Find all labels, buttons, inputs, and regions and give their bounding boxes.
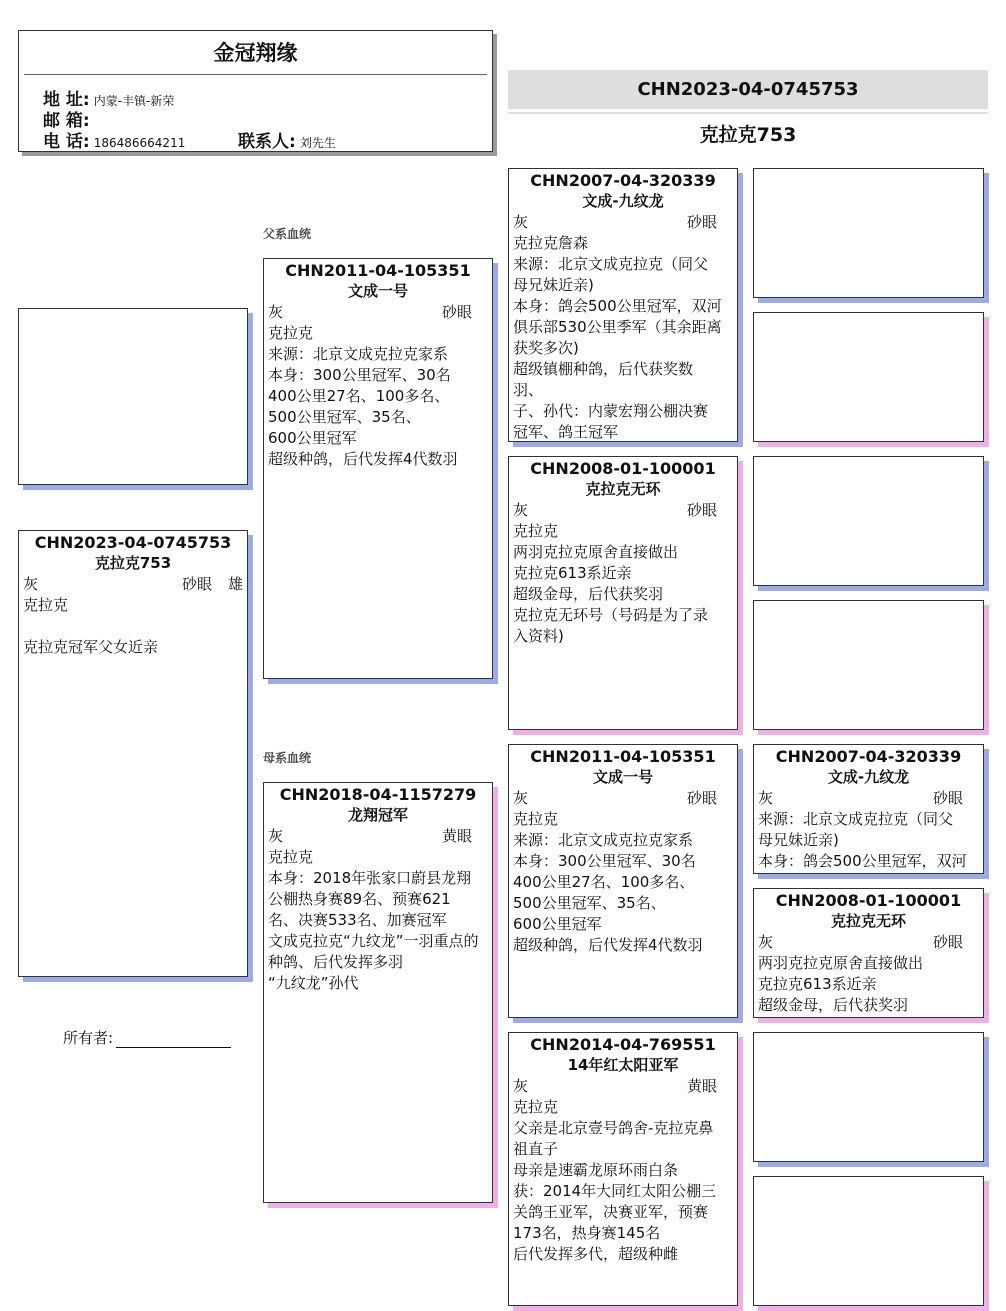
detail-line: 获奖多次) bbox=[513, 339, 579, 357]
loft-info-card bbox=[18, 30, 493, 152]
detail-line: 本身：鸽会500公里冠军，双河 bbox=[513, 297, 722, 315]
feather-color: 灰 bbox=[758, 933, 774, 951]
address-label: 地 址: bbox=[43, 90, 90, 110]
divider bbox=[508, 112, 988, 114]
detail-line: 名、决赛533名、加赛冠军 bbox=[268, 911, 447, 929]
detail-line: 来源：北京文成克拉克（同父 bbox=[758, 810, 954, 828]
pigeon-name: 龙翔冠军 bbox=[347, 806, 408, 824]
ring-number: CHN2014-04-769551 bbox=[530, 1035, 716, 1054]
ring-number: CHN2007-04-320339 bbox=[775, 747, 962, 766]
traits-row bbox=[264, 302, 492, 323]
pigeon-ring-banner: CHN2023-04-0745753 bbox=[508, 70, 988, 109]
divider bbox=[24, 74, 487, 75]
dam-sire-sire-card bbox=[753, 744, 984, 874]
dam-line-label: 母系血统 bbox=[263, 751, 312, 765]
detail-line: 获：2014年大同红太阳公棚三 bbox=[513, 1182, 717, 1200]
detail-line bbox=[19, 616, 247, 637]
detail-line: 超级金母，后代获奖羽 bbox=[758, 996, 909, 1014]
empty-card bbox=[753, 600, 984, 730]
detail-line: 种鸽、后代发挥多羽 bbox=[268, 953, 404, 971]
pigeon-name: 文成一号 bbox=[347, 282, 408, 300]
detail-line: 500公里冠军、35名、 bbox=[513, 894, 666, 912]
detail-line: 克拉克 bbox=[513, 1098, 559, 1116]
traits-row bbox=[509, 212, 737, 233]
eye-type: 砂眼 bbox=[686, 213, 717, 231]
traits-row bbox=[509, 1076, 737, 1097]
phone-label: 电 话: bbox=[43, 132, 90, 152]
eye-type: 砂眼 bbox=[932, 789, 963, 807]
pigeon-name: 克拉克无环 bbox=[830, 912, 906, 930]
owner-field[interactable] bbox=[63, 1027, 231, 1048]
pigeon-name: 文成-九纹龙 bbox=[582, 192, 664, 210]
pigeon-name: 文成一号 bbox=[592, 768, 653, 786]
detail-line: 本身：2018年张家口蔚县龙翔 bbox=[268, 869, 472, 887]
subject-card bbox=[18, 530, 248, 977]
sire-dam-card bbox=[508, 456, 738, 730]
owner-signature-line[interactable] bbox=[116, 1030, 231, 1048]
pigeon-name: 14年红太阳亚军 bbox=[567, 1056, 679, 1074]
ring-number: CHN2023-04-0745753 bbox=[34, 533, 232, 552]
detail-line: 关鸽王亚军，决赛亚军，预赛 bbox=[513, 1203, 709, 1221]
feather-color: 灰 bbox=[513, 789, 529, 807]
detail-line: 后代发挥多代，超级种雌 bbox=[513, 1245, 679, 1263]
ring-number: CHN2018-04-1157279 bbox=[279, 785, 477, 804]
feather-color: 灰 bbox=[268, 827, 284, 845]
address-value: 内蒙-丰镇-新荣 bbox=[93, 94, 175, 108]
detail-line: 克拉克613系近亲 bbox=[758, 975, 877, 993]
detail-line: 母兄妹近亲) bbox=[513, 276, 594, 294]
detail-line: 600公里冠军 bbox=[513, 915, 602, 933]
detail-line: “九纹龙”孙代 bbox=[268, 974, 359, 992]
traits-row bbox=[509, 788, 737, 809]
detail-line: 父亲是北京壹号鸽舍-克拉克鼻 bbox=[513, 1119, 714, 1137]
traits-row bbox=[754, 788, 983, 809]
phone-value: 186486664211 bbox=[93, 136, 186, 150]
detail-line: 克拉克613系近亲 bbox=[513, 564, 632, 582]
detail-line: 超级镇棚种鸽，后代获奖数 bbox=[513, 360, 694, 378]
detail-line: 克拉克 bbox=[513, 810, 559, 828]
detail-line: 俱乐部530公里季军（其余距离 bbox=[513, 318, 722, 336]
detail-line: 羽、 bbox=[513, 381, 544, 399]
email-label: 邮 箱: bbox=[43, 111, 90, 131]
empty-card bbox=[753, 1176, 984, 1306]
detail-line: 500公里冠军、35名、 bbox=[268, 408, 421, 426]
detail-line: 克拉克 bbox=[23, 596, 69, 614]
traits-row bbox=[264, 826, 492, 847]
ring-number: CHN2011-04-105351 bbox=[285, 261, 471, 280]
empty-card bbox=[753, 1032, 984, 1162]
detail-line: 文成克拉克“九纹龙”一羽重点的 bbox=[268, 932, 479, 950]
detail-line: 克拉克 bbox=[268, 324, 314, 342]
dam-card bbox=[263, 782, 493, 1203]
dam-sire-card bbox=[508, 744, 738, 1018]
feather-color: 灰 bbox=[513, 213, 529, 231]
detail-line: 母亲是速霸龙原环雨白条 bbox=[513, 1161, 679, 1179]
ring-number: CHN2011-04-105351 bbox=[530, 747, 716, 766]
detail-line: 克拉克无环号（号码是为了录 bbox=[513, 606, 709, 624]
detail-line: 子、孙代：内蒙宏翔公棚决赛 bbox=[513, 402, 709, 420]
traits-row bbox=[19, 574, 247, 595]
feather-color: 灰 bbox=[268, 303, 284, 321]
empty-card bbox=[753, 312, 984, 442]
detail-line: 本身：300公里冠军、30名 bbox=[513, 852, 696, 870]
feather-color: 灰 bbox=[23, 575, 39, 593]
detail-line: 克拉克詹森 bbox=[513, 234, 589, 252]
traits-row bbox=[754, 932, 983, 953]
detail-line: 公棚热身赛89名、预赛621 bbox=[268, 890, 451, 908]
eye-type: 砂眼 bbox=[441, 303, 472, 321]
pigeon-name-heading: 克拉克753 bbox=[699, 124, 797, 146]
owner-label: 所有者: bbox=[63, 1029, 114, 1047]
empty-card bbox=[753, 168, 984, 298]
detail-line: 来源：北京文成克拉克家系 bbox=[268, 345, 449, 363]
detail-line: 400公里27名、100多名、 bbox=[513, 873, 695, 891]
eye-type: 黄眼 bbox=[441, 827, 472, 845]
eye-type: 黄眼 bbox=[686, 1077, 717, 1095]
feather-color: 灰 bbox=[758, 789, 774, 807]
dam-sire-dam-card bbox=[753, 888, 984, 1018]
sex: 雄 bbox=[227, 575, 243, 593]
feather-color: 灰 bbox=[513, 501, 529, 519]
detail-line: 两羽克拉克原舍直接做出 bbox=[758, 954, 924, 972]
contact-label: 联系人: bbox=[238, 132, 296, 152]
ring-number: CHN2008-01-100001 bbox=[530, 459, 716, 478]
detail-line: 克拉克冠军父女近亲 bbox=[23, 638, 159, 656]
detail-line: 173名，热身赛145名 bbox=[513, 1224, 661, 1242]
detail-line: 超级种鸽，后代发挥4代数羽 bbox=[513, 936, 703, 954]
traits-row bbox=[509, 500, 737, 521]
detail-line: 400公里27名、100多名、 bbox=[268, 387, 450, 405]
detail-line: 冠军、鸽王冠军 bbox=[513, 423, 619, 441]
pigeon-name: 克拉克753 bbox=[94, 554, 172, 572]
detail-line: 超级种鸽，后代发挥4代数羽 bbox=[268, 450, 458, 468]
detail-line: 入资料) bbox=[513, 627, 564, 645]
eye-type: 砂眼 bbox=[686, 501, 717, 519]
contact-row bbox=[238, 127, 336, 152]
contact-value: 刘先生 bbox=[299, 136, 336, 150]
loft-title: 金冠翔缘 bbox=[213, 41, 298, 65]
pigeon-name: 克拉克无环 bbox=[585, 480, 661, 498]
detail-line: 超级金母，后代获奖羽 bbox=[513, 585, 664, 603]
detail-line: 祖直子 bbox=[513, 1140, 559, 1158]
eye-type: 砂眼 bbox=[686, 789, 717, 807]
detail-line: 克拉克 bbox=[268, 848, 314, 866]
eye-type: 砂眼 bbox=[181, 575, 212, 593]
pigeon-name: 文成-九纹龙 bbox=[827, 768, 910, 786]
empty-card bbox=[753, 456, 984, 586]
sire-card bbox=[263, 258, 493, 679]
phone-row bbox=[43, 127, 185, 152]
detail-line: 来源：北京文成克拉克家系 bbox=[513, 831, 694, 849]
ring-number: CHN2008-01-100001 bbox=[775, 891, 962, 910]
detail-line: 两羽克拉克原舍直接做出 bbox=[513, 543, 679, 561]
ring-number: CHN2007-04-320339 bbox=[530, 171, 716, 190]
detail-line: 母兄妹近亲) bbox=[758, 831, 839, 849]
dam-dam-card bbox=[508, 1032, 738, 1306]
feather-color: 灰 bbox=[513, 1077, 529, 1095]
sire-sire-card bbox=[508, 168, 738, 442]
sire-line-label: 父系血统 bbox=[263, 227, 312, 241]
eye-type: 砂眼 bbox=[932, 933, 963, 951]
detail-line: 本身：300公里冠军、30名 bbox=[268, 366, 451, 384]
detail-line: 来源：北京文成克拉克（同父 bbox=[513, 255, 709, 273]
empty-card bbox=[18, 308, 248, 485]
detail-line: 本身：鸽会500公里冠军，双河 bbox=[758, 852, 967, 870]
detail-line: 克拉克 bbox=[513, 522, 559, 540]
detail-line: 600公里冠军 bbox=[268, 429, 357, 447]
